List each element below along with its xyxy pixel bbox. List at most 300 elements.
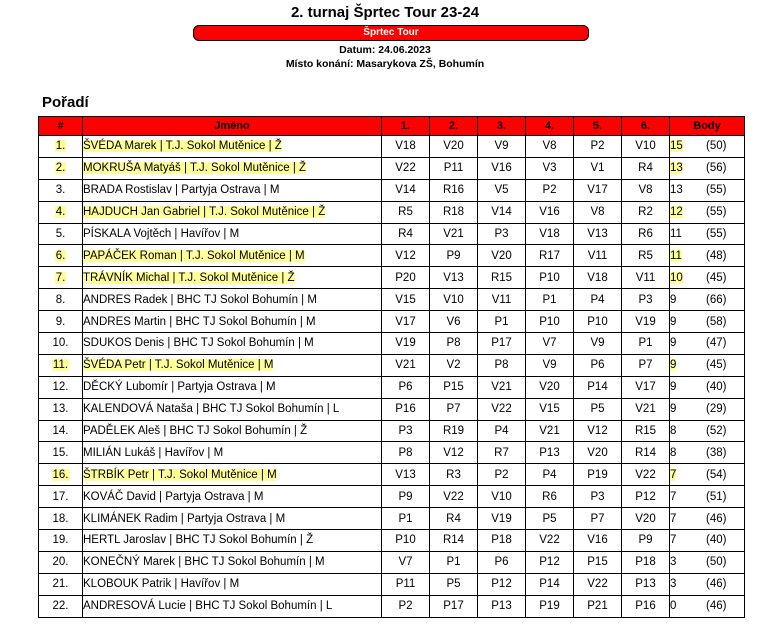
table-row: [39, 223, 745, 245]
score-total: (51): [706, 490, 727, 503]
points-cell: [670, 179, 745, 201]
player-name: MOKRUŠA Matyáš | T.J. Sokol Mutěnice | Ž: [83, 162, 307, 175]
round-1-result: P20: [382, 267, 430, 289]
name-cell: [83, 508, 382, 530]
tour-banner: Šprtec Tour: [193, 25, 589, 41]
round-5-result: P4: [574, 289, 622, 311]
round-2-result: V22: [430, 486, 478, 508]
points-value: 7: [670, 490, 677, 503]
place-value: 1.: [55, 140, 66, 153]
round-3-result: P6: [478, 551, 526, 573]
points-cell: [670, 508, 745, 530]
table-row: [39, 530, 745, 552]
col-header-round-3: 3.: [478, 117, 526, 136]
round-5-result: V9: [574, 333, 622, 355]
round-3-result: P18: [478, 530, 526, 552]
points-cell: [670, 201, 745, 223]
points-value: 13: [670, 184, 683, 197]
round-1-result: P6: [382, 376, 430, 398]
points-cell: [670, 530, 745, 552]
round-3-result: P17: [478, 333, 526, 355]
points-value: 9: [670, 359, 677, 372]
place-value: 11.: [52, 359, 69, 372]
points-value: 11: [670, 249, 682, 262]
round-2-result: V20: [430, 136, 478, 158]
round-1-result: V19: [382, 333, 430, 355]
round-2-result: V12: [430, 442, 478, 464]
round-3-result: V9: [478, 136, 526, 158]
name-cell: [83, 157, 382, 179]
points-value: 7: [670, 534, 677, 547]
table-row: [39, 354, 745, 376]
table-row: [39, 267, 745, 289]
round-2-result: V21: [430, 223, 478, 245]
place-cell: [39, 376, 83, 398]
player-name: ANDRES Radek | BHC TJ Sokol Bohumín | M: [83, 293, 317, 306]
place-cell: [39, 136, 83, 158]
place-cell: [39, 442, 83, 464]
place-cell: [39, 289, 83, 311]
round-1-result: P3: [382, 420, 430, 442]
points-value: 7: [670, 512, 677, 525]
round-2-result: R16: [430, 179, 478, 201]
round-4-result: P14: [526, 573, 574, 595]
player-name: ŠTRBÍK Petr | T.J. Sokol Mutěnice | M: [83, 468, 277, 481]
round-2-result: P11: [430, 157, 478, 179]
points-value: 3: [670, 578, 677, 591]
points-value: 12: [670, 206, 683, 219]
name-cell: [83, 442, 382, 464]
place-value: 4.: [55, 206, 66, 219]
player-name: HAJDUCH Jan Gabriel | T.J. Sokol Mutěnice | Ž: [83, 206, 326, 219]
round-5-result: P6: [574, 354, 622, 376]
round-6-result: V17: [622, 376, 670, 398]
round-3-result: P4: [478, 420, 526, 442]
round-6-result: V22: [622, 464, 670, 486]
round-4-result: P2: [526, 179, 574, 201]
points-cell: [670, 333, 745, 355]
round-3-result: P1: [478, 311, 526, 333]
col-header-round-2: 2.: [430, 117, 478, 136]
round-4-result: P10: [526, 267, 574, 289]
round-6-result: V10: [622, 136, 670, 158]
name-cell: [83, 376, 382, 398]
table-row: [39, 442, 745, 464]
round-5-result: V18: [574, 267, 622, 289]
place-cell: [39, 354, 83, 376]
place-value: 14.: [52, 425, 69, 438]
place-value: 9.: [55, 315, 66, 328]
player-name: BRADA Rostislav | Partyja Ostrava | M: [83, 184, 280, 197]
round-2-result: P1: [430, 551, 478, 573]
round-4-result: V20: [526, 376, 574, 398]
name-cell: [83, 551, 382, 573]
name-cell: [83, 245, 382, 267]
place-value: 3.: [55, 184, 66, 197]
player-name: PADĚLEK Aleš | BHC TJ Sokol Bohumín | Ž: [83, 425, 308, 438]
round-4-result: V9: [526, 354, 574, 376]
place-cell: [39, 508, 83, 530]
place-cell: [39, 595, 83, 617]
score-total: (56): [706, 162, 727, 175]
col-header-round-4: 4.: [526, 117, 574, 136]
points-cell: [670, 223, 745, 245]
round-6-result: R15: [622, 420, 670, 442]
round-4-result: R17: [526, 245, 574, 267]
points-value: 13: [670, 162, 683, 175]
round-6-result: R2: [622, 201, 670, 223]
round-5-result: V17: [574, 179, 622, 201]
round-2-result: V13: [430, 267, 478, 289]
round-4-result: V8: [526, 136, 574, 158]
round-4-result: P19: [526, 595, 574, 617]
table-row: [39, 333, 745, 355]
player-name: ANDRES Martin | BHC TJ Sokol Bohumín | M: [83, 315, 316, 328]
score-total: (54): [706, 468, 727, 481]
round-5-result: P14: [574, 376, 622, 398]
points-cell: [670, 486, 745, 508]
round-5-result: P21: [574, 595, 622, 617]
round-3-result: R15: [478, 267, 526, 289]
name-cell: [83, 179, 382, 201]
player-name: DĚCKÝ Lubomír | Partyja Ostrava | M: [83, 381, 276, 394]
score-total: (55): [706, 206, 727, 219]
round-6-result: V19: [622, 311, 670, 333]
place-value: 2.: [55, 162, 66, 175]
round-6-result: R14: [622, 442, 670, 464]
round-3-result: V22: [478, 398, 526, 420]
round-1-result: V21: [382, 354, 430, 376]
points-cell: [670, 420, 745, 442]
round-1-result: P2: [382, 595, 430, 617]
round-4-result: P13: [526, 442, 574, 464]
place-value: 19.: [52, 534, 69, 547]
round-6-result: V11: [622, 267, 670, 289]
points-cell: [670, 595, 745, 617]
round-4-result: V22: [526, 530, 574, 552]
round-4-result: V3: [526, 157, 574, 179]
player-name: MILIÁN Lukáš | Havířov | M: [83, 446, 224, 459]
round-4-result: P4: [526, 464, 574, 486]
round-2-result: P9: [430, 245, 478, 267]
points-value: 10: [670, 271, 683, 284]
round-1-result: P11: [382, 573, 430, 595]
score-total: (47): [706, 337, 727, 350]
points-cell: [670, 245, 745, 267]
place-cell: [39, 333, 83, 355]
score-total: (45): [706, 271, 727, 284]
table-row: [39, 464, 745, 486]
round-3-result: V5: [478, 179, 526, 201]
points-cell: [670, 354, 745, 376]
name-cell: [83, 311, 382, 333]
table-row: [39, 420, 745, 442]
score-total: (46): [706, 600, 727, 613]
place-cell: [39, 486, 83, 508]
points-cell: [670, 551, 745, 573]
round-5-result: V11: [574, 245, 622, 267]
score-total: (45): [706, 359, 727, 372]
score-total: (40): [706, 534, 727, 547]
round-1-result: P9: [382, 486, 430, 508]
player-name: ŠVÉDA Marek | T.J. Sokol Mutěnice | Ž: [83, 140, 282, 153]
score-total: (58): [706, 315, 727, 328]
place-cell: [39, 464, 83, 486]
round-1-result: V15: [382, 289, 430, 311]
table-row: [39, 486, 745, 508]
table-row: [39, 179, 745, 201]
round-1-result: V12: [382, 245, 430, 267]
place-cell: [39, 179, 83, 201]
name-cell: [83, 201, 382, 223]
player-name: HERTL Jaroslav | BHC TJ Sokol Bohumín | Ž: [83, 534, 314, 547]
player-name: KOVÁČ David | Partyja Ostrava | M: [83, 490, 264, 503]
round-1-result: P10: [382, 530, 430, 552]
points-cell: [670, 289, 745, 311]
points-value: 9: [670, 293, 677, 306]
place-cell: [39, 223, 83, 245]
player-name: ANDRESOVÁ Lucie | BHC TJ Sokol Bohumín | L: [83, 600, 333, 613]
table-header-row: [39, 117, 745, 136]
table-row: [39, 551, 745, 573]
place-cell: [39, 157, 83, 179]
score-total: (46): [706, 578, 727, 591]
round-1-result: P1: [382, 508, 430, 530]
round-5-result: P10: [574, 311, 622, 333]
round-6-result: P9: [622, 530, 670, 552]
points-value: 3: [670, 556, 677, 569]
name-cell: [83, 486, 382, 508]
round-5-result: P2: [574, 136, 622, 158]
points-value: 9: [670, 315, 677, 328]
round-2-result: R19: [430, 420, 478, 442]
round-4-result: P12: [526, 551, 574, 573]
round-1-result: P16: [382, 398, 430, 420]
round-2-result: V10: [430, 289, 478, 311]
round-3-result: R7: [478, 442, 526, 464]
round-6-result: V20: [622, 508, 670, 530]
round-5-result: P15: [574, 551, 622, 573]
table-row: [39, 157, 745, 179]
round-4-result: V7: [526, 333, 574, 355]
points-value: 15: [670, 140, 683, 153]
col-header-points: Body: [670, 117, 745, 136]
place-value: 10.: [52, 337, 69, 350]
results-table: [38, 116, 745, 618]
round-5-result: V1: [574, 157, 622, 179]
player-name: ŠVÉDA Petr | T.J. Sokol Mutěnice | M: [83, 359, 274, 372]
table-row: [39, 595, 745, 617]
name-cell: [83, 464, 382, 486]
venue-line: Místo konání: Masarykova ZŠ, Bohumín: [285, 58, 485, 70]
round-4-result: V18: [526, 223, 574, 245]
round-6-result: R4: [622, 157, 670, 179]
round-3-result: P2: [478, 464, 526, 486]
points-cell: [670, 464, 745, 486]
col-header-place: #: [39, 117, 83, 136]
round-1-result: P8: [382, 442, 430, 464]
points-value: 9: [670, 381, 677, 394]
round-4-result: P5: [526, 508, 574, 530]
round-6-result: V21: [622, 398, 670, 420]
round-3-result: V14: [478, 201, 526, 223]
round-6-result: P16: [622, 595, 670, 617]
round-1-result: V22: [382, 157, 430, 179]
place-cell: [39, 420, 83, 442]
col-header-round-5: 5.: [574, 117, 622, 136]
table-row: [39, 245, 745, 267]
place-cell: [39, 245, 83, 267]
table-row: [39, 311, 745, 333]
name-cell: [83, 530, 382, 552]
round-5-result: V16: [574, 530, 622, 552]
points-value: 8: [670, 425, 677, 438]
round-3-result: P3: [478, 223, 526, 245]
player-name: KALENDOVÁ Nataša | BHC TJ Sokol Bohumín | L: [83, 403, 340, 416]
round-2-result: R14: [430, 530, 478, 552]
points-cell: [670, 376, 745, 398]
round-2-result: P5: [430, 573, 478, 595]
table-row: [39, 398, 745, 420]
points-cell: [670, 136, 745, 158]
round-3-result: P13: [478, 595, 526, 617]
round-2-result: P17: [430, 595, 478, 617]
table-row: [39, 201, 745, 223]
score-total: (38): [706, 446, 727, 459]
name-cell: [83, 223, 382, 245]
place-value: 5.: [55, 228, 66, 240]
points-value: 7: [670, 468, 677, 481]
points-value: 9: [670, 403, 677, 416]
score-total: (29): [706, 403, 727, 416]
points-value: 8: [670, 446, 677, 459]
name-cell: [83, 136, 382, 158]
table-row: [39, 573, 745, 595]
round-6-result: R5: [622, 245, 670, 267]
place-value: 20.: [52, 556, 69, 569]
round-6-result: R6: [622, 223, 670, 245]
points-value: 9: [670, 337, 677, 350]
score-total: (55): [706, 184, 727, 197]
name-cell: [83, 420, 382, 442]
round-5-result: P5: [574, 398, 622, 420]
points-cell: [670, 267, 745, 289]
round-3-result: V10: [478, 486, 526, 508]
place-cell: [39, 551, 83, 573]
player-name: KLIMÁNEK Radim | Partyja Ostrava | M: [83, 512, 286, 525]
round-1-result: V17: [382, 311, 430, 333]
round-5-result: V12: [574, 420, 622, 442]
round-4-result: P1: [526, 289, 574, 311]
round-1-result: V18: [382, 136, 430, 158]
name-cell: [83, 595, 382, 617]
place-cell: [39, 311, 83, 333]
round-3-result: V16: [478, 157, 526, 179]
round-5-result: V20: [574, 442, 622, 464]
date-line: Datum: 24.06.2023: [339, 44, 431, 56]
round-5-result: P7: [574, 508, 622, 530]
score-total: (66): [706, 293, 727, 306]
col-header-round-6: 6.: [622, 117, 670, 136]
points-value: 11: [670, 228, 682, 240]
name-cell: [83, 289, 382, 311]
round-3-result: P8: [478, 354, 526, 376]
place-cell: [39, 530, 83, 552]
name-cell: [83, 354, 382, 376]
score-total: (50): [706, 140, 727, 153]
player-name: TRÁVNÍK Michal | T.J. Sokol Mutěnice | Ž: [83, 271, 295, 284]
col-header-name: Jméno: [83, 117, 382, 136]
round-6-result: P7: [622, 354, 670, 376]
name-cell: [83, 267, 382, 289]
round-2-result: V6: [430, 311, 478, 333]
round-2-result: V2: [430, 354, 478, 376]
section-heading: Pořadí: [42, 94, 89, 111]
round-4-result: V21: [526, 420, 574, 442]
round-2-result: P7: [430, 398, 478, 420]
player-name: PAPÁČEK Roman | T.J. Sokol Mutěnice | M: [83, 249, 305, 262]
round-6-result: P13: [622, 573, 670, 595]
place-value: 7.: [55, 271, 66, 284]
round-4-result: R6: [526, 486, 574, 508]
place-cell: [39, 267, 83, 289]
place-value: 6.: [55, 249, 66, 262]
place-cell: [39, 201, 83, 223]
place-value: 16.: [52, 468, 69, 481]
round-2-result: R18: [430, 201, 478, 223]
round-4-result: P10: [526, 311, 574, 333]
round-3-result: P12: [478, 573, 526, 595]
round-6-result: V8: [622, 179, 670, 201]
points-cell: [670, 311, 745, 333]
page-title: 2. turnaj Šprtec Tour 23-24: [290, 4, 480, 21]
round-2-result: R4: [430, 508, 478, 530]
score-total: (50): [706, 556, 727, 569]
round-6-result: P18: [622, 551, 670, 573]
score-total: (48): [706, 249, 727, 262]
round-3-result: V11: [478, 289, 526, 311]
table-row: [39, 136, 745, 158]
round-2-result: R3: [430, 464, 478, 486]
round-6-result: P12: [622, 486, 670, 508]
col-header-round-1: 1.: [382, 117, 430, 136]
round-1-result: V7: [382, 551, 430, 573]
name-cell: [83, 398, 382, 420]
player-name: SDUKOS Denis | BHC TJ Sokol Bohumín | M: [83, 337, 314, 350]
round-1-result: V13: [382, 464, 430, 486]
round-5-result: V8: [574, 201, 622, 223]
place-value: 18.: [52, 512, 69, 525]
place-value: 13.: [52, 403, 69, 416]
round-5-result: V13: [574, 223, 622, 245]
place-value: 15.: [52, 446, 69, 459]
round-6-result: P3: [622, 289, 670, 311]
round-5-result: P3: [574, 486, 622, 508]
round-6-result: P1: [622, 333, 670, 355]
player-name: KLOBOUK Patrik | Havířov | M: [83, 578, 240, 591]
round-2-result: P15: [430, 376, 478, 398]
score-total: (52): [706, 425, 727, 438]
name-cell: [83, 333, 382, 355]
place-cell: [39, 573, 83, 595]
round-4-result: V16: [526, 201, 574, 223]
table-row: [39, 376, 745, 398]
points-cell: [670, 157, 745, 179]
points-cell: [670, 398, 745, 420]
round-2-result: P8: [430, 333, 478, 355]
table-row: [39, 289, 745, 311]
round-5-result: V22: [574, 573, 622, 595]
